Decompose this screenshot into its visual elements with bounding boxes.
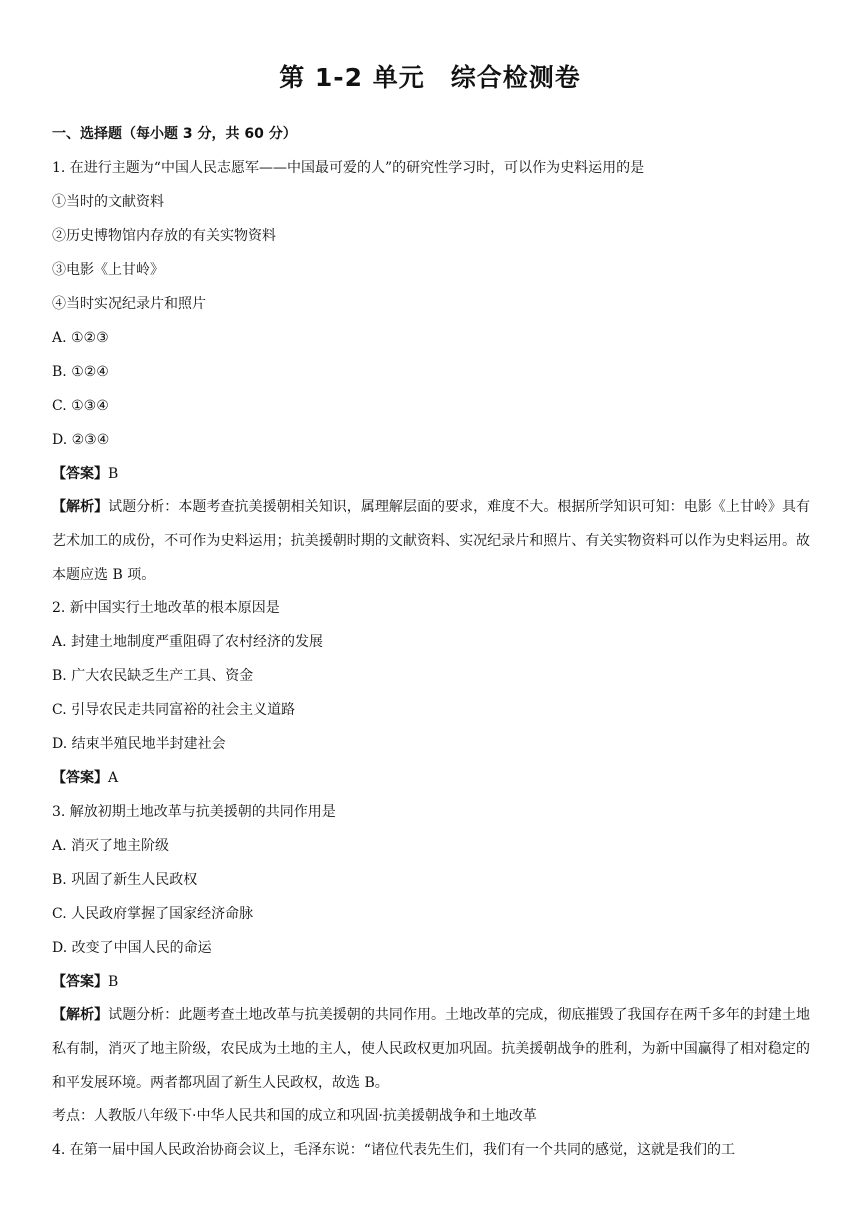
q4-stem: 4. 在第一届中国人民政治协商会议上，毛泽东说：“诸位代表先生们，我们有一个共同的感觉，这就是我们的工 (52, 1142, 735, 1158)
q2-option-a: A. 封建土地制度严重阻碍了农村经济的发展 (52, 634, 324, 650)
q1-item-4: ④当时实况纪录片和照片 (52, 296, 206, 312)
q1-item-1: ①当时的文献资料 (52, 194, 164, 210)
q2-option-b: B. 广大农民缺乏生产工具、资金 (52, 668, 254, 684)
q1-option-b: B. ①②④ (52, 364, 109, 380)
answer-label: 【答案】 (52, 770, 108, 786)
q1-item-3: ③电影《上甘岭》 (52, 262, 164, 278)
q3-stem: 3. 解放初期土地改革与抗美援朝的共同作用是 (52, 804, 336, 820)
q3-kaodian: 考点：人教版八年级下·中华人民共和国的成立和巩固·抗美援朝战争和土地改革 (52, 1108, 537, 1124)
q3-option-b: B. 巩固了新生人民政权 (52, 872, 198, 888)
analysis-label: 【解析】 (52, 1007, 109, 1023)
q1-option-a: A. ①②③ (52, 330, 109, 346)
answer-label: 【答案】 (52, 466, 108, 482)
q1-stem: 1. 在进行主题为“中国人民志愿军——中国最可爱的人”的研究性学习时，可以作为史料运用的是 (52, 160, 645, 176)
answer-value: B (108, 974, 119, 990)
q2-answer (52, 768, 812, 788)
q1-option-d: D. ②③④ (52, 432, 110, 448)
q3-answer (52, 972, 812, 992)
q3-option-c: C. 人民政府掌握了国家经济命脉 (52, 906, 254, 922)
q1-answer (52, 464, 812, 484)
q1-analysis (52, 490, 810, 592)
section-heading: 一、选择题（每小题 3 分，共 60 分） (52, 126, 297, 142)
q3-analysis (52, 998, 810, 1100)
q3-option-a: A. 消灭了地主阶级 (52, 838, 170, 854)
analysis-text: 试题分析：本题考查抗美援朝相关知识，属理解层面的要求，难度不大。根据所学知识可知：电影《上甘岭》具有艺术加工的成份，不可作为史料运用；抗美援朝时期的文献资料、实况纪录片和照片、有关实物资料可以作为史料运用。故本题应选 B 项。 (52, 499, 811, 583)
q1-item-2: ②历史博物馆内存放的有关实物资料 (52, 228, 276, 244)
q1-option-c: C. ①③④ (52, 398, 109, 414)
analysis-text: 试题分析：此题考查土地改革与抗美援朝的共同作用。土地改革的完成，彻底摧毁了我国存在两千多年的封建土地私有制，消灭了地主阶级，农民成为土地的主人，使人民政权更加巩固。抗美援朝战争的胜利，为新中国赢得了相对稳定的和平发展环境。两者都巩固了新生人民政权，故选 B。 (52, 1007, 811, 1091)
q2-stem: 2. 新中国实行土地改革的根本原因是 (52, 600, 280, 616)
q3-option-d: D. 改变了中国人民的命运 (52, 940, 212, 956)
analysis-label: 【解析】 (52, 499, 109, 515)
answer-label: 【答案】 (52, 974, 108, 990)
answer-value: B (108, 466, 119, 482)
q2-option-c: C. 引导农民走共同富裕的社会主义道路 (52, 702, 296, 718)
q2-option-d: D. 结束半殖民地半封建社会 (52, 736, 226, 752)
answer-value: A (108, 770, 119, 786)
page-title: 第 1-2 单元 综合检测卷 (279, 63, 581, 92)
